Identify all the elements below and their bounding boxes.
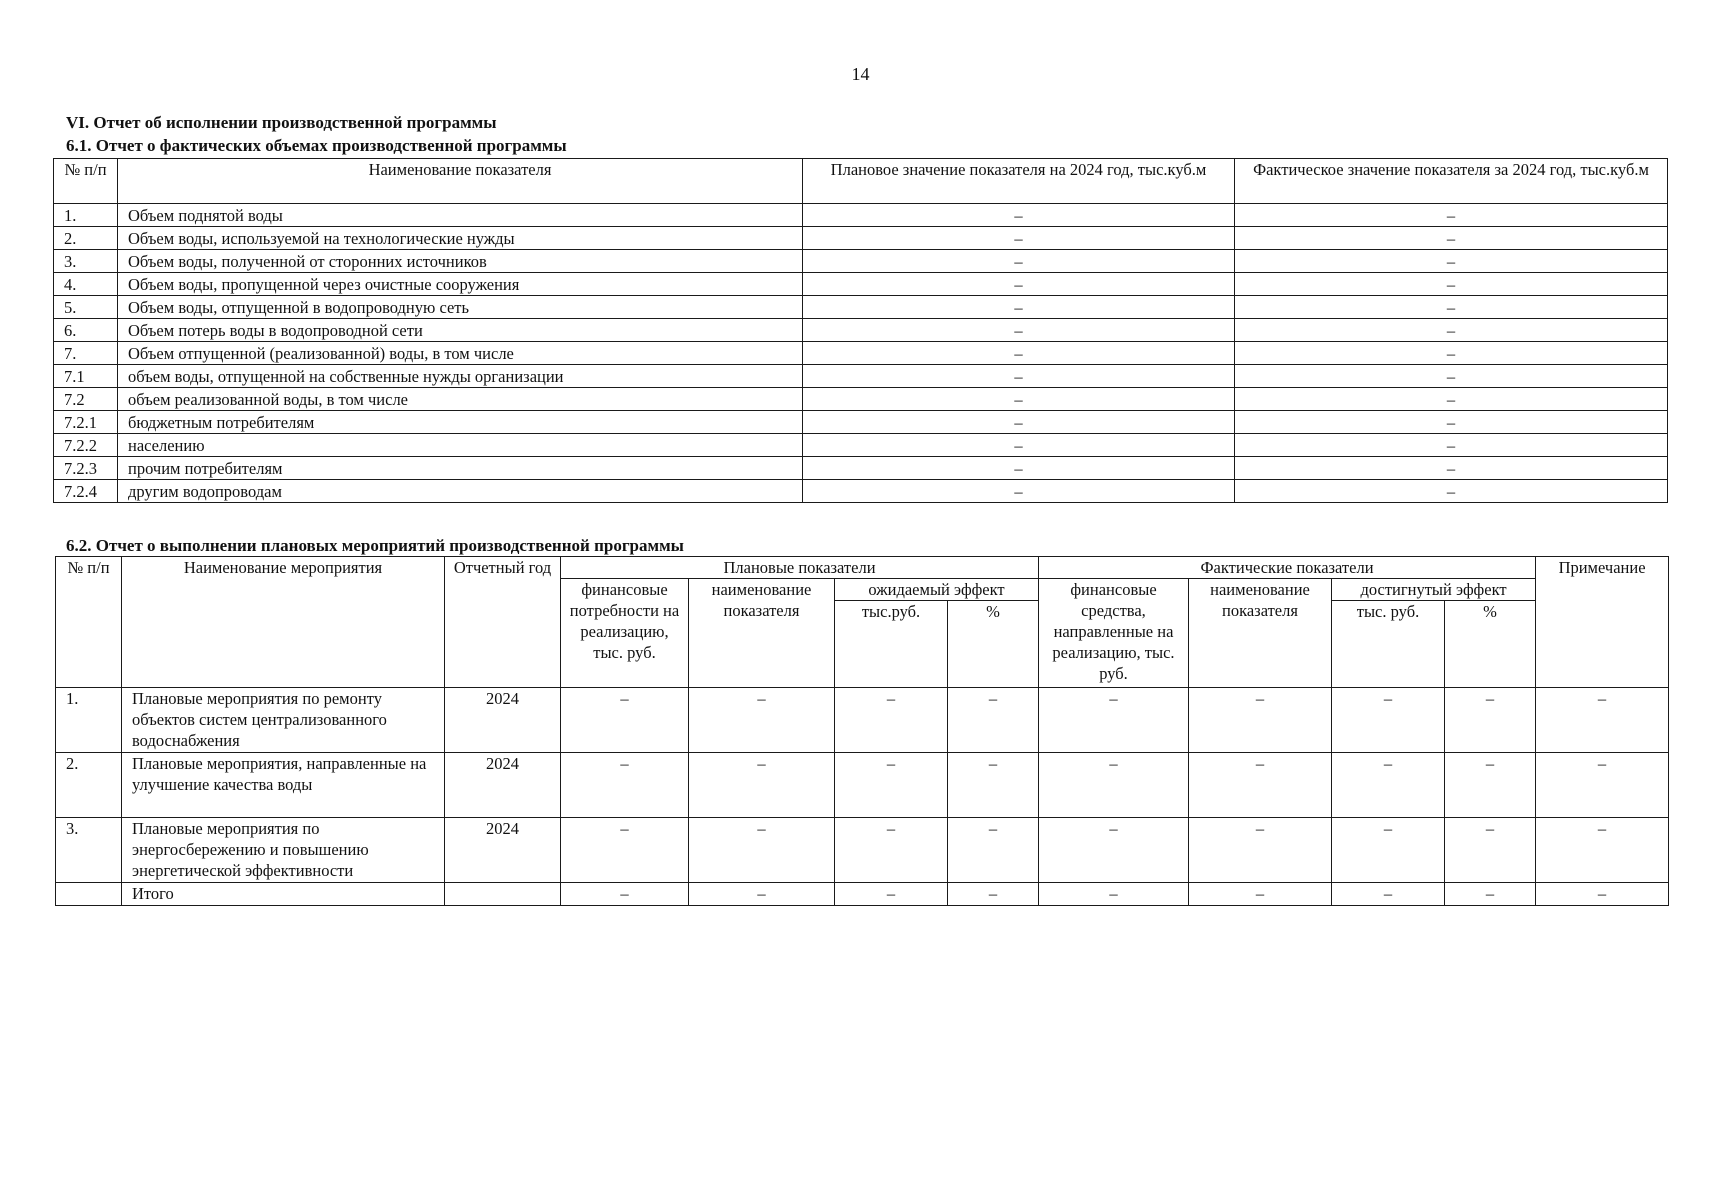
row-number: 3. <box>54 250 118 273</box>
plan-value: – <box>803 250 1235 273</box>
table-row <box>54 388 1668 411</box>
table-row <box>54 296 1668 319</box>
plan-value: – <box>803 480 1235 503</box>
plan-value: – <box>803 365 1235 388</box>
plan-pct-value: – <box>948 688 1039 753</box>
production-volumes-table <box>53 158 1668 503</box>
page-number: 14 <box>851 64 870 84</box>
row-number: 2. <box>54 227 118 250</box>
table-row <box>56 688 1669 753</box>
plan-indicator-value: – <box>689 753 835 818</box>
total-plan-pct-value: – <box>948 883 1039 906</box>
total-fact-indicator-value: – <box>1189 883 1332 906</box>
row-number: 4. <box>54 273 118 296</box>
measure-name: Плановые мероприятия, направленные на улучшение качества воды <box>122 753 445 818</box>
indicator-name: населению <box>118 434 803 457</box>
table-row <box>54 434 1668 457</box>
t1-header-num: № п/п <box>54 159 118 204</box>
indicator-name: бюджетным потребителям <box>118 411 803 434</box>
note-value: – <box>1536 818 1669 883</box>
indicator-name: Объем поднятой воды <box>118 204 803 227</box>
total-fact-fin-value: – <box>1039 883 1189 906</box>
table-row <box>54 411 1668 434</box>
fact-value: – <box>1235 457 1668 480</box>
t2-header-year: Отчетный год <box>445 557 561 688</box>
table-row <box>54 227 1668 250</box>
total-plan-fin-value: – <box>561 883 689 906</box>
note-value: – <box>1536 753 1669 818</box>
table-row <box>54 457 1668 480</box>
table1-title: 6.1. Отчет о фактических объемах производственной программы <box>66 136 567 155</box>
plan-value: – <box>803 296 1235 319</box>
t2-header-plan-rub: тыс.руб. <box>835 601 948 688</box>
report-year: 2024 <box>445 818 561 883</box>
plan-value: – <box>803 388 1235 411</box>
plan-fin-value: – <box>561 818 689 883</box>
fact-rub-value: – <box>1332 753 1445 818</box>
row-number: 1. <box>56 688 122 753</box>
plan-rub-value: – <box>835 688 948 753</box>
row-number: 7.2 <box>54 388 118 411</box>
plan-value: – <box>803 227 1235 250</box>
total-year-cell <box>445 883 561 906</box>
row-number: 7. <box>54 342 118 365</box>
fact-fin-value: – <box>1039 753 1189 818</box>
fact-value: – <box>1235 319 1668 342</box>
total-plan-indicator-value: – <box>689 883 835 906</box>
t2-header-fact-fin: финансовые средства, направленные на реализацию, тыс. руб. <box>1039 579 1189 688</box>
indicator-name: объем воды, отпущенной на собственные нужды организации <box>118 365 803 388</box>
t2-header-fact-pct: % <box>1445 601 1536 688</box>
row-number: 7.2.1 <box>54 411 118 434</box>
plan-value: – <box>803 273 1235 296</box>
plan-value: – <box>803 342 1235 365</box>
table-row <box>54 365 1668 388</box>
fact-rub-value: – <box>1332 818 1445 883</box>
t2-header-plan-ind: наименование показателя <box>689 579 835 688</box>
measure-name: Плановые мероприятия по ремонту объектов систем централизованного водоснабжения <box>122 688 445 753</box>
fact-value: – <box>1235 227 1668 250</box>
fact-indicator-value: – <box>1189 753 1332 818</box>
plan-fin-value: – <box>561 688 689 753</box>
report-year: 2024 <box>445 753 561 818</box>
fact-value: – <box>1235 204 1668 227</box>
plan-value: – <box>803 457 1235 480</box>
row-number: 7.2.4 <box>54 480 118 503</box>
fact-value: – <box>1235 296 1668 319</box>
fact-value: – <box>1235 411 1668 434</box>
indicator-name: Объем воды, пропущенной через очистные сооружения <box>118 273 803 296</box>
plan-value: – <box>803 411 1235 434</box>
plan-pct-value: – <box>948 753 1039 818</box>
fact-fin-value: – <box>1039 688 1189 753</box>
plan-value: – <box>803 204 1235 227</box>
fact-indicator-value: – <box>1189 688 1332 753</box>
row-number: 3. <box>56 818 122 883</box>
t1-header-name: Наименование показателя <box>118 159 803 204</box>
row-number: 1. <box>54 204 118 227</box>
row-number: 7.2.3 <box>54 457 118 480</box>
fact-rub-value: – <box>1332 688 1445 753</box>
indicator-name: Объем воды, полученной от сторонних источников <box>118 250 803 273</box>
table-row <box>54 319 1668 342</box>
fact-value: – <box>1235 388 1668 411</box>
table-row <box>54 204 1668 227</box>
t2-header-fact-rub: тыс. руб. <box>1332 601 1445 688</box>
fact-pct-value: – <box>1445 818 1536 883</box>
fact-pct-value: – <box>1445 688 1536 753</box>
fact-value: – <box>1235 250 1668 273</box>
planned-measures-table <box>55 556 1669 906</box>
indicator-name: Объем отпущенной (реализованной) воды, в том числе <box>118 342 803 365</box>
indicator-name: другим водопроводам <box>118 480 803 503</box>
t2-header-note: Примечание <box>1536 557 1669 688</box>
measure-name: Плановые мероприятия по энергосбережению и повышению энергетической эффективности <box>122 818 445 883</box>
plan-indicator-value: – <box>689 688 835 753</box>
plan-rub-value: – <box>835 818 948 883</box>
indicator-name: Объем воды, используемой на технологические нужды <box>118 227 803 250</box>
row-number: 5. <box>54 296 118 319</box>
table-row <box>56 818 1669 883</box>
t2-header-plan-pct: % <box>948 601 1039 688</box>
total-row <box>56 883 1669 906</box>
table-row <box>54 342 1668 365</box>
note-value: – <box>1536 688 1669 753</box>
fact-value: – <box>1235 434 1668 457</box>
t2-header-plan-group: Плановые показатели <box>561 557 1039 579</box>
t1-header-fact: Фактическое значение показателя за 2024 год, тыс.куб.м <box>1235 159 1668 204</box>
fact-indicator-value: – <box>1189 818 1332 883</box>
plan-rub-value: – <box>835 753 948 818</box>
total-fact-pct-value: – <box>1445 883 1536 906</box>
fact-value: – <box>1235 273 1668 296</box>
fact-pct-value: – <box>1445 753 1536 818</box>
t2-header-num: № п/п <box>56 557 122 688</box>
table2-header-row-1 <box>56 557 1669 579</box>
table-row <box>54 480 1668 503</box>
table-row <box>54 250 1668 273</box>
t2-header-plan-fin: финансовые потребности на реализацию, тыс. руб. <box>561 579 689 688</box>
row-number: 2. <box>56 753 122 818</box>
fact-value: – <box>1235 342 1668 365</box>
indicator-name: Объем потерь воды в водопроводной сети <box>118 319 803 342</box>
plan-value: – <box>803 434 1235 457</box>
plan-value: – <box>803 319 1235 342</box>
fact-value: – <box>1235 480 1668 503</box>
t1-header-plan: Плановое значение показателя на 2024 год, тыс.куб.м <box>803 159 1235 204</box>
row-number: 7.1 <box>54 365 118 388</box>
table2-title: 6.2. Отчет о выполнении плановых мероприятий производственной программы <box>66 536 684 555</box>
t2-header-name: Наименование мероприятия <box>122 557 445 688</box>
indicator-name: Объем воды, отпущенной в водопроводную сеть <box>118 296 803 319</box>
t2-header-fact-ind: наименование показателя <box>1189 579 1332 688</box>
total-number-cell <box>56 883 122 906</box>
section-title: VI. Отчет об исполнении производственной программы <box>66 113 497 132</box>
table1-header-row <box>54 159 1668 204</box>
row-number: 6. <box>54 319 118 342</box>
table-row <box>56 753 1669 818</box>
t2-header-fact-effect: достигнутый эффект <box>1332 579 1536 601</box>
t2-header-plan-effect: ожидаемый эффект <box>835 579 1039 601</box>
plan-pct-value: – <box>948 818 1039 883</box>
plan-fin-value: – <box>561 753 689 818</box>
fact-value: – <box>1235 365 1668 388</box>
t2-header-fact-group: Фактические показатели <box>1039 557 1536 579</box>
plan-indicator-value: – <box>689 818 835 883</box>
total-fact-rub-value: – <box>1332 883 1445 906</box>
total-plan-rub-value: – <box>835 883 948 906</box>
report-year: 2024 <box>445 688 561 753</box>
table-row <box>54 273 1668 296</box>
indicator-name: прочим потребителям <box>118 457 803 480</box>
indicator-name: объем реализованной воды, в том числе <box>118 388 803 411</box>
total-label: Итого <box>122 883 445 906</box>
row-number: 7.2.2 <box>54 434 118 457</box>
fact-fin-value: – <box>1039 818 1189 883</box>
total-note-value: – <box>1536 883 1669 906</box>
